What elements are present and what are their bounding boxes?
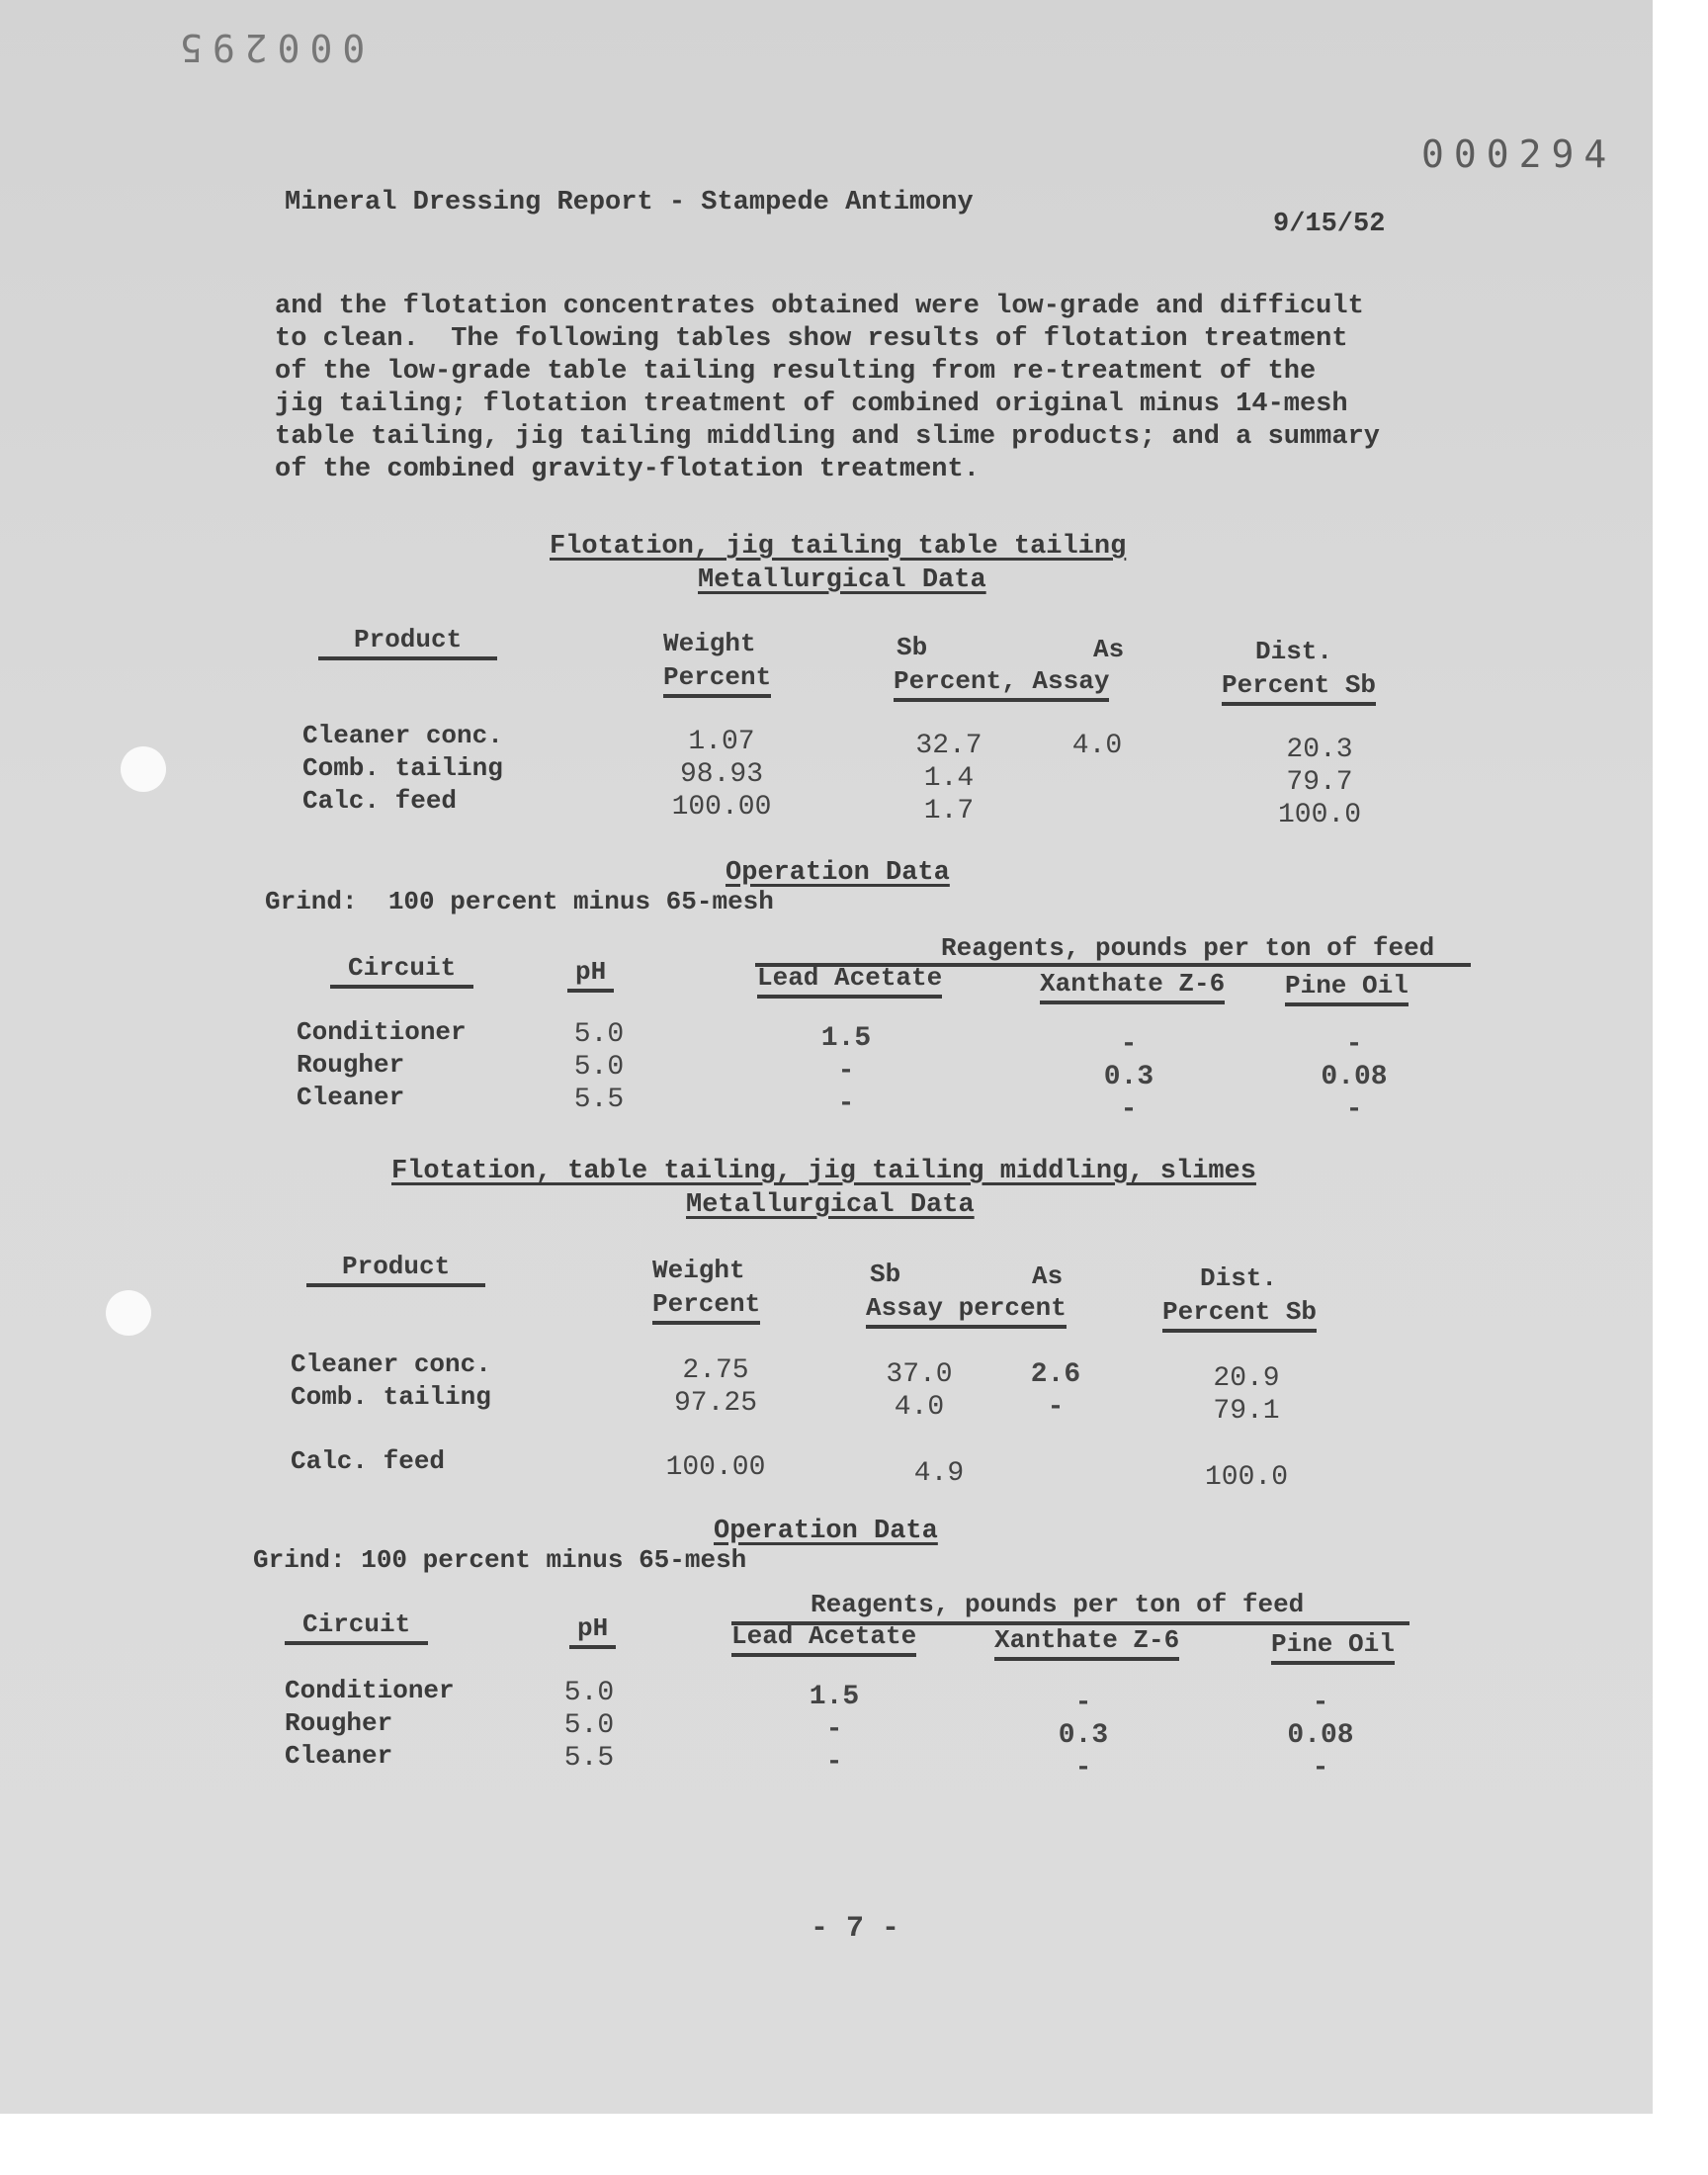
circuit-label: Rougher bbox=[285, 1708, 393, 1738]
col-weight-percent: Percent bbox=[663, 662, 771, 698]
report-title: Mineral Dressing Report - Stampede Antimony bbox=[285, 188, 974, 218]
col-xanthate: Xanthate Z-6 bbox=[1040, 969, 1225, 1004]
col-lead-acetate: Lead Acetate bbox=[731, 1621, 916, 1657]
ph-value: 5.5 bbox=[573, 1085, 625, 1115]
col-as: As bbox=[1032, 1262, 1064, 1291]
intro-paragraph bbox=[275, 291, 1421, 486]
dist-value: 100.0 bbox=[1204, 1462, 1288, 1493]
col-xanthate: Xanthate Z-6 bbox=[994, 1625, 1179, 1661]
intro-line: of the combined gravity-flotation treatment. bbox=[275, 455, 980, 484]
pine-oil-value: - bbox=[1345, 1094, 1363, 1125]
lead-acetate-value: - bbox=[825, 1747, 843, 1778]
circuit-label: Cleaner bbox=[285, 1741, 393, 1771]
intro-line: of the low-grade table tailing resulting from re-treatment of the bbox=[275, 357, 1317, 387]
intro-line: to clean. The following tables show results of flotation treatment bbox=[275, 324, 1348, 354]
section1-subtitle: Metallurgical Data bbox=[698, 566, 986, 595]
section2-title: Flotation, table tailing, jig tailing middling, slimes bbox=[391, 1157, 1256, 1186]
col-dist: Dist. bbox=[1255, 637, 1333, 666]
sb-value: 37.0 bbox=[886, 1359, 953, 1390]
grind-spec: Grind: 100 percent minus 65-mesh bbox=[253, 1545, 747, 1575]
col-dist-percent: Percent Sb bbox=[1222, 670, 1376, 706]
sb-value: 32.7 bbox=[915, 731, 982, 761]
col-sb: Sb bbox=[870, 1260, 901, 1289]
as-value: 2.6 bbox=[1030, 1359, 1081, 1390]
page-number: - 7 - bbox=[811, 1912, 900, 1946]
col-weight-percent: Percent bbox=[652, 1289, 760, 1325]
lead-acetate-value: - bbox=[837, 1088, 855, 1119]
as-value: - bbox=[1047, 1392, 1065, 1423]
lead-acetate-value: 1.5 bbox=[809, 1682, 860, 1712]
product-label: Cleaner conc. bbox=[302, 721, 503, 750]
ph-value: 5.5 bbox=[563, 1743, 615, 1774]
binder-hole bbox=[106, 1290, 151, 1336]
col-circuit: Circuit bbox=[330, 953, 473, 989]
product-label: Comb. tailing bbox=[302, 753, 503, 783]
col-ph: pH bbox=[567, 957, 614, 993]
pine-oil-value: 0.08 bbox=[1287, 1720, 1354, 1751]
col-sb: Sb bbox=[897, 633, 928, 662]
col-product: Product bbox=[318, 625, 497, 660]
operation-title: Operation Data bbox=[714, 1517, 938, 1546]
page-stamp-inverted: 000295 bbox=[170, 26, 366, 69]
binder-hole bbox=[121, 746, 166, 792]
xanthate-value: - bbox=[1074, 1688, 1092, 1718]
pine-oil-value: 0.08 bbox=[1321, 1062, 1388, 1092]
col-pine-oil: Pine Oil bbox=[1285, 971, 1409, 1006]
dist-value: 79.1 bbox=[1213, 1396, 1280, 1427]
circuit-label: Cleaner bbox=[297, 1083, 405, 1112]
section2-subtitle: Metallurgical Data bbox=[686, 1190, 975, 1220]
col-assay: Assay percent bbox=[866, 1293, 1067, 1329]
col-dist: Dist. bbox=[1200, 1263, 1278, 1293]
col-ph: pH bbox=[569, 1613, 616, 1649]
weight-value: 98.93 bbox=[679, 759, 763, 790]
product-label: Calc. feed bbox=[302, 786, 458, 816]
sb-value: 1.7 bbox=[923, 796, 975, 826]
pine-oil-value: - bbox=[1312, 1688, 1329, 1718]
xanthate-value: - bbox=[1074, 1753, 1092, 1784]
xanthate-value: - bbox=[1120, 1094, 1138, 1125]
ph-value: 5.0 bbox=[573, 1019, 625, 1050]
reagents-title: Reagents, pounds per ton of feed bbox=[811, 1590, 1305, 1619]
xanthate-value: 0.3 bbox=[1103, 1062, 1154, 1092]
pine-oil-value: - bbox=[1345, 1029, 1363, 1060]
dist-value: 100.0 bbox=[1277, 800, 1361, 830]
product-label: Comb. tailing bbox=[291, 1382, 491, 1412]
col-weight: Weight bbox=[652, 1256, 745, 1285]
intro-line: table tailing, jig tailing middling and slime products; and a summary bbox=[275, 422, 1380, 452]
ph-value: 5.0 bbox=[573, 1052, 625, 1083]
sb-value: 4.9 bbox=[913, 1458, 965, 1489]
col-circuit: Circuit bbox=[285, 1610, 428, 1645]
pine-oil-value: - bbox=[1312, 1753, 1329, 1784]
circuit-label: Conditioner bbox=[297, 1017, 467, 1047]
dist-value: 20.3 bbox=[1286, 735, 1353, 765]
col-weight: Weight bbox=[663, 629, 756, 658]
col-dist-percent: Percent Sb bbox=[1162, 1297, 1317, 1333]
weight-value: 97.25 bbox=[673, 1388, 757, 1419]
col-pine-oil: Pine Oil bbox=[1271, 1629, 1395, 1665]
col-assay: Percent, Assay bbox=[894, 666, 1109, 702]
dist-value: 20.9 bbox=[1213, 1363, 1280, 1394]
xanthate-value: 0.3 bbox=[1058, 1720, 1109, 1751]
reagents-title: Reagents, pounds per ton of feed bbox=[941, 933, 1435, 963]
lead-acetate-value: - bbox=[837, 1056, 855, 1087]
weight-value: 100.00 bbox=[671, 792, 772, 823]
sb-value: 4.0 bbox=[894, 1392, 945, 1423]
product-label: Cleaner conc. bbox=[291, 1349, 491, 1379]
sb-value: 1.4 bbox=[923, 763, 975, 794]
product-label: Calc. feed bbox=[291, 1446, 446, 1476]
col-product: Product bbox=[306, 1252, 485, 1287]
grind-spec: Grind: 100 percent minus 65-mesh bbox=[265, 887, 774, 916]
operation-title: Operation Data bbox=[726, 858, 950, 888]
page-stamp: 000294 bbox=[1421, 132, 1617, 176]
col-lead-acetate: Lead Acetate bbox=[757, 963, 942, 999]
circuit-label: Conditioner bbox=[285, 1676, 455, 1705]
weight-value: 1.07 bbox=[688, 727, 755, 757]
report-date: 9/15/52 bbox=[1273, 210, 1386, 239]
dist-value: 79.7 bbox=[1286, 767, 1353, 798]
ph-value: 5.0 bbox=[563, 1710, 615, 1741]
intro-line: jig tailing; flotation treatment of combined original minus 14-mesh bbox=[275, 390, 1348, 419]
xanthate-value: - bbox=[1120, 1029, 1138, 1060]
ph-value: 5.0 bbox=[563, 1678, 615, 1708]
as-value: 4.0 bbox=[1071, 731, 1123, 761]
lead-acetate-value: 1.5 bbox=[820, 1023, 872, 1054]
section1-title: Flotation, jig tailing table tailing bbox=[550, 532, 1127, 562]
lead-acetate-value: - bbox=[825, 1714, 843, 1745]
weight-value: 100.00 bbox=[665, 1452, 766, 1483]
col-as: As bbox=[1093, 635, 1125, 664]
weight-value: 2.75 bbox=[682, 1355, 749, 1386]
circuit-label: Rougher bbox=[297, 1050, 405, 1080]
intro-line: and the flotation concentrates obtained were low-grade and difficult bbox=[275, 292, 1364, 321]
